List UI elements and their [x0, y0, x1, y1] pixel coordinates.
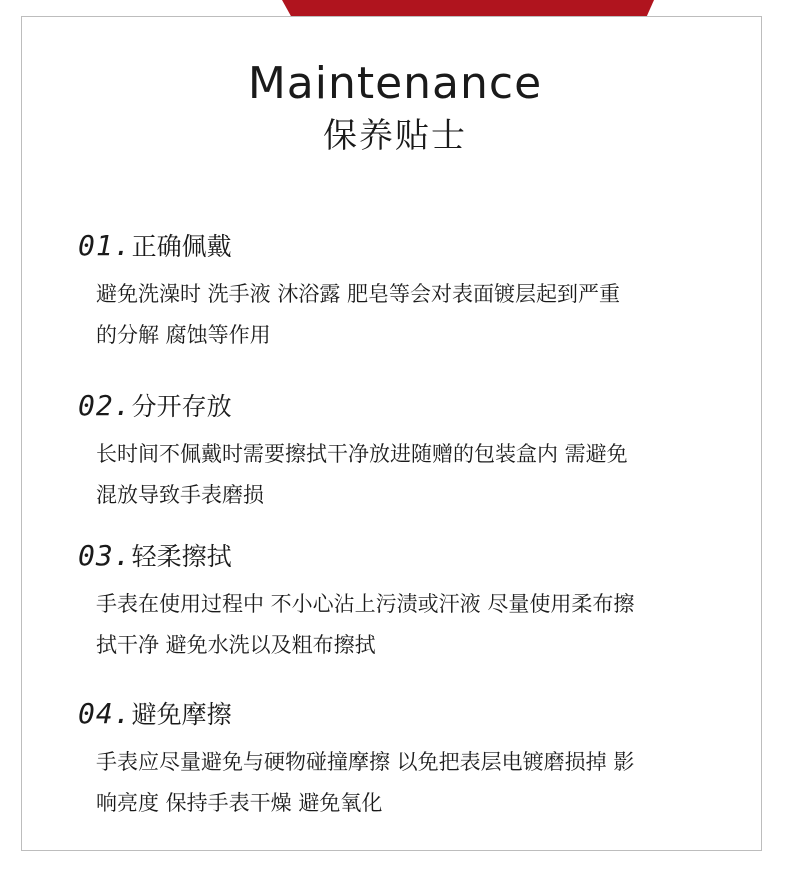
section-gentle-wiping [78, 538, 718, 666]
section-body-line: 手表在使用过程中 不小心沾上污渍或汗液 尽量使用柔布擦 [96, 592, 635, 616]
section-body [96, 742, 706, 824]
section-avoid-friction [78, 696, 718, 824]
section-number: 03. [78, 539, 132, 572]
section-body-line: 混放导致手表磨损 [96, 483, 264, 507]
section-number: 01. [78, 229, 132, 262]
section-body [96, 274, 706, 356]
section-body-line: 拭干净 避免水洗以及粗布擦拭 [96, 633, 376, 657]
section-heading [78, 388, 718, 424]
section-body-line: 避免洗澡时 洗手液 沐浴露 肥皂等会对表面镀层起到严重 [96, 282, 621, 306]
section-heading [78, 696, 718, 732]
section-body [96, 584, 706, 666]
section-number: 02. [78, 389, 132, 422]
section-title: 正确佩戴 [131, 232, 232, 261]
section-correct-wearing [78, 228, 718, 356]
page-title-chinese: 保养贴士 [323, 116, 467, 156]
section-body-line: 的分解 腐蚀等作用 [96, 323, 271, 347]
section-title: 避免摩擦 [131, 700, 232, 729]
section-body-line: 长时间不佩戴时需要擦拭干净放进随赠的包装盒内 需避免 [96, 442, 628, 466]
section-body [96, 434, 706, 516]
section-title: 分开存放 [131, 392, 232, 421]
section-body-line: 手表应尽量避免与硬物碰撞摩擦 以免把表层电镀磨损掉 影 [96, 750, 635, 774]
section-body-line: 响亮度 保持手表干燥 避免氧化 [96, 791, 383, 815]
section-heading [78, 228, 718, 264]
section-separate-storage [78, 388, 718, 516]
section-number: 04. [78, 697, 132, 730]
section-title: 轻柔擦拭 [131, 542, 232, 571]
section-heading [78, 538, 718, 574]
page-title-english: Maintenance [247, 58, 543, 109]
